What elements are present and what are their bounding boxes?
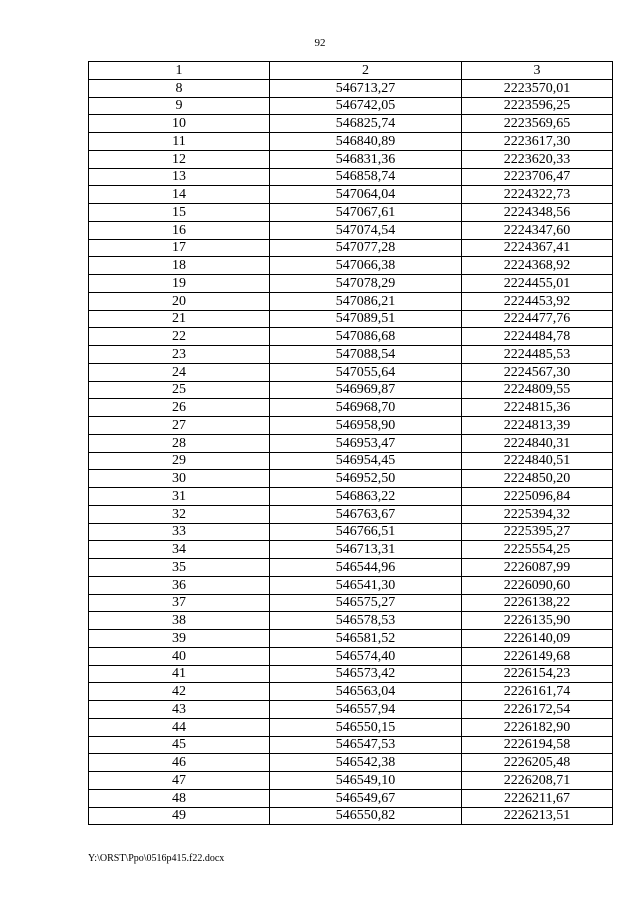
y-coordinate-cell: 2225395,27 xyxy=(462,523,613,541)
table-row xyxy=(89,789,613,807)
coordinates-table xyxy=(88,61,613,825)
y-coordinate-cell: 2223706,47 xyxy=(462,168,613,186)
table-row xyxy=(89,150,613,168)
x-coordinate-cell: 547067,61 xyxy=(270,204,462,222)
point-number-cell: 10 xyxy=(89,115,270,133)
y-coordinate-cell: 2224567,30 xyxy=(462,363,613,381)
table-row xyxy=(89,328,613,346)
table-row xyxy=(89,275,613,293)
point-number-cell: 12 xyxy=(89,150,270,168)
point-number-cell: 45 xyxy=(89,736,270,754)
table-row xyxy=(89,683,613,701)
x-coordinate-cell: 546742,05 xyxy=(270,97,462,115)
y-coordinate-cell: 2224348,56 xyxy=(462,204,613,222)
y-coordinate-cell: 2224850,20 xyxy=(462,470,613,488)
table-body xyxy=(89,79,613,825)
y-coordinate-cell: 2224485,53 xyxy=(462,346,613,364)
point-number-cell: 21 xyxy=(89,310,270,328)
y-coordinate-cell: 2223569,65 xyxy=(462,115,613,133)
y-coordinate-cell: 2224840,51 xyxy=(462,452,613,470)
y-coordinate-cell: 2225096,84 xyxy=(462,488,613,506)
column-header: 2 xyxy=(270,62,462,80)
x-coordinate-cell: 546550,82 xyxy=(270,807,462,825)
table-row xyxy=(89,523,613,541)
point-number-cell: 48 xyxy=(89,789,270,807)
point-number-cell: 38 xyxy=(89,612,270,630)
x-coordinate-cell: 546581,52 xyxy=(270,630,462,648)
column-header: 1 xyxy=(89,62,270,80)
point-number-cell: 11 xyxy=(89,133,270,151)
point-number-cell: 41 xyxy=(89,665,270,683)
y-coordinate-cell: 2224813,39 xyxy=(462,417,613,435)
table-row xyxy=(89,559,613,577)
table-row xyxy=(89,647,613,665)
table-row xyxy=(89,434,613,452)
table-row xyxy=(89,488,613,506)
x-coordinate-cell: 546713,31 xyxy=(270,541,462,559)
point-number-cell: 25 xyxy=(89,381,270,399)
x-coordinate-cell: 546863,22 xyxy=(270,488,462,506)
y-coordinate-cell: 2224347,60 xyxy=(462,221,613,239)
y-coordinate-cell: 2226090,60 xyxy=(462,576,613,594)
y-coordinate-cell: 2223596,25 xyxy=(462,97,613,115)
y-coordinate-cell: 2225554,25 xyxy=(462,541,613,559)
point-number-cell: 31 xyxy=(89,488,270,506)
x-coordinate-cell: 546840,89 xyxy=(270,133,462,151)
x-coordinate-cell: 547055,64 xyxy=(270,363,462,381)
table-row xyxy=(89,576,613,594)
x-coordinate-cell: 546578,53 xyxy=(270,612,462,630)
x-coordinate-cell: 547064,04 xyxy=(270,186,462,204)
x-coordinate-cell: 546969,87 xyxy=(270,381,462,399)
table-row xyxy=(89,257,613,275)
table-row xyxy=(89,505,613,523)
y-coordinate-cell: 2226172,54 xyxy=(462,701,613,719)
x-coordinate-cell: 546541,30 xyxy=(270,576,462,594)
table-row xyxy=(89,754,613,772)
table-row xyxy=(89,541,613,559)
x-coordinate-cell: 547078,29 xyxy=(270,275,462,293)
point-number-cell: 16 xyxy=(89,221,270,239)
point-number-cell: 28 xyxy=(89,434,270,452)
y-coordinate-cell: 2226194,58 xyxy=(462,736,613,754)
y-coordinate-cell: 2226211,67 xyxy=(462,789,613,807)
y-coordinate-cell: 2224367,41 xyxy=(462,239,613,257)
table-row xyxy=(89,665,613,683)
point-number-cell: 22 xyxy=(89,328,270,346)
table-row xyxy=(89,736,613,754)
y-coordinate-cell: 2224484,78 xyxy=(462,328,613,346)
point-number-cell: 37 xyxy=(89,594,270,612)
x-coordinate-cell: 546858,74 xyxy=(270,168,462,186)
column-header: 3 xyxy=(462,62,613,80)
table-row xyxy=(89,701,613,719)
y-coordinate-cell: 2226205,48 xyxy=(462,754,613,772)
x-coordinate-cell: 546575,27 xyxy=(270,594,462,612)
y-coordinate-cell: 2224322,73 xyxy=(462,186,613,204)
x-coordinate-cell: 547086,68 xyxy=(270,328,462,346)
point-number-cell: 27 xyxy=(89,417,270,435)
point-number-cell: 33 xyxy=(89,523,270,541)
y-coordinate-cell: 2224815,36 xyxy=(462,399,613,417)
point-number-cell: 30 xyxy=(89,470,270,488)
table-row xyxy=(89,381,613,399)
x-coordinate-cell: 546550,15 xyxy=(270,718,462,736)
table-row xyxy=(89,612,613,630)
point-number-cell: 9 xyxy=(89,97,270,115)
table-row xyxy=(89,470,613,488)
y-coordinate-cell: 2223570,01 xyxy=(462,79,613,97)
x-coordinate-cell: 546573,42 xyxy=(270,665,462,683)
table-row xyxy=(89,807,613,825)
y-coordinate-cell: 2226213,51 xyxy=(462,807,613,825)
point-number-cell: 29 xyxy=(89,452,270,470)
x-coordinate-cell: 547086,21 xyxy=(270,292,462,310)
x-coordinate-cell: 546763,67 xyxy=(270,505,462,523)
x-coordinate-cell: 546542,38 xyxy=(270,754,462,772)
x-coordinate-cell: 546953,47 xyxy=(270,434,462,452)
table-row xyxy=(89,772,613,790)
x-coordinate-cell: 547074,54 xyxy=(270,221,462,239)
table-row xyxy=(89,133,613,151)
point-number-cell: 19 xyxy=(89,275,270,293)
x-coordinate-cell: 547089,51 xyxy=(270,310,462,328)
x-coordinate-cell: 546544,96 xyxy=(270,559,462,577)
y-coordinate-cell: 2224455,01 xyxy=(462,275,613,293)
y-coordinate-cell: 2224453,92 xyxy=(462,292,613,310)
table-row xyxy=(89,399,613,417)
y-coordinate-cell: 2226149,68 xyxy=(462,647,613,665)
point-number-cell: 23 xyxy=(89,346,270,364)
point-number-cell: 32 xyxy=(89,505,270,523)
point-number-cell: 18 xyxy=(89,257,270,275)
point-number-cell: 13 xyxy=(89,168,270,186)
point-number-cell: 40 xyxy=(89,647,270,665)
x-coordinate-cell: 546557,94 xyxy=(270,701,462,719)
y-coordinate-cell: 2226154,23 xyxy=(462,665,613,683)
x-coordinate-cell: 546547,53 xyxy=(270,736,462,754)
y-coordinate-cell: 2224809,55 xyxy=(462,381,613,399)
table-row xyxy=(89,594,613,612)
point-number-cell: 36 xyxy=(89,576,270,594)
table-row xyxy=(89,115,613,133)
x-coordinate-cell: 546954,45 xyxy=(270,452,462,470)
point-number-cell: 35 xyxy=(89,559,270,577)
table-row xyxy=(89,221,613,239)
x-coordinate-cell: 546825,74 xyxy=(270,115,462,133)
table-header-row xyxy=(89,62,613,80)
point-number-cell: 42 xyxy=(89,683,270,701)
table-row xyxy=(89,239,613,257)
table-row xyxy=(89,168,613,186)
y-coordinate-cell: 2226135,90 xyxy=(462,612,613,630)
table-row xyxy=(89,97,613,115)
point-number-cell: 44 xyxy=(89,718,270,736)
y-coordinate-cell: 2224477,76 xyxy=(462,310,613,328)
table-row xyxy=(89,452,613,470)
x-coordinate-cell: 546831,36 xyxy=(270,150,462,168)
x-coordinate-cell: 546549,67 xyxy=(270,789,462,807)
point-number-cell: 47 xyxy=(89,772,270,790)
y-coordinate-cell: 2223620,33 xyxy=(462,150,613,168)
table-row xyxy=(89,79,613,97)
y-coordinate-cell: 2225394,32 xyxy=(462,505,613,523)
point-number-cell: 14 xyxy=(89,186,270,204)
point-number-cell: 17 xyxy=(89,239,270,257)
point-number-cell: 26 xyxy=(89,399,270,417)
x-coordinate-cell: 546952,50 xyxy=(270,470,462,488)
table-row xyxy=(89,310,613,328)
point-number-cell: 49 xyxy=(89,807,270,825)
x-coordinate-cell: 546574,40 xyxy=(270,647,462,665)
point-number-cell: 15 xyxy=(89,204,270,222)
x-coordinate-cell: 546549,10 xyxy=(270,772,462,790)
table-row xyxy=(89,292,613,310)
x-coordinate-cell: 546958,90 xyxy=(270,417,462,435)
y-coordinate-cell: 2226161,74 xyxy=(462,683,613,701)
x-coordinate-cell: 547077,28 xyxy=(270,239,462,257)
x-coordinate-cell: 546563,04 xyxy=(270,683,462,701)
y-coordinate-cell: 2224368,92 xyxy=(462,257,613,275)
point-number-cell: 20 xyxy=(89,292,270,310)
point-number-cell: 24 xyxy=(89,363,270,381)
y-coordinate-cell: 2226138,22 xyxy=(462,594,613,612)
y-coordinate-cell: 2223617,30 xyxy=(462,133,613,151)
y-coordinate-cell: 2226182,90 xyxy=(462,718,613,736)
x-coordinate-cell: 546766,51 xyxy=(270,523,462,541)
y-coordinate-cell: 2226208,71 xyxy=(462,772,613,790)
y-coordinate-cell: 2224840,31 xyxy=(462,434,613,452)
x-coordinate-cell: 546713,27 xyxy=(270,79,462,97)
table-row xyxy=(89,718,613,736)
point-number-cell: 46 xyxy=(89,754,270,772)
table-row xyxy=(89,346,613,364)
file-path-footer: Y:\ORST\Ppo\0516p415.f22.docx xyxy=(88,853,225,864)
y-coordinate-cell: 2226087,99 xyxy=(462,559,613,577)
x-coordinate-cell: 547088,54 xyxy=(270,346,462,364)
x-coordinate-cell: 547066,38 xyxy=(270,257,462,275)
point-number-cell: 39 xyxy=(89,630,270,648)
point-number-cell: 43 xyxy=(89,701,270,719)
x-coordinate-cell: 546968,70 xyxy=(270,399,462,417)
page-number: 92 xyxy=(314,37,326,49)
table-row xyxy=(89,186,613,204)
table-row xyxy=(89,630,613,648)
table-row xyxy=(89,363,613,381)
y-coordinate-cell: 2226140,09 xyxy=(462,630,613,648)
point-number-cell: 34 xyxy=(89,541,270,559)
table-row xyxy=(89,417,613,435)
table-row xyxy=(89,204,613,222)
point-number-cell: 8 xyxy=(89,79,270,97)
